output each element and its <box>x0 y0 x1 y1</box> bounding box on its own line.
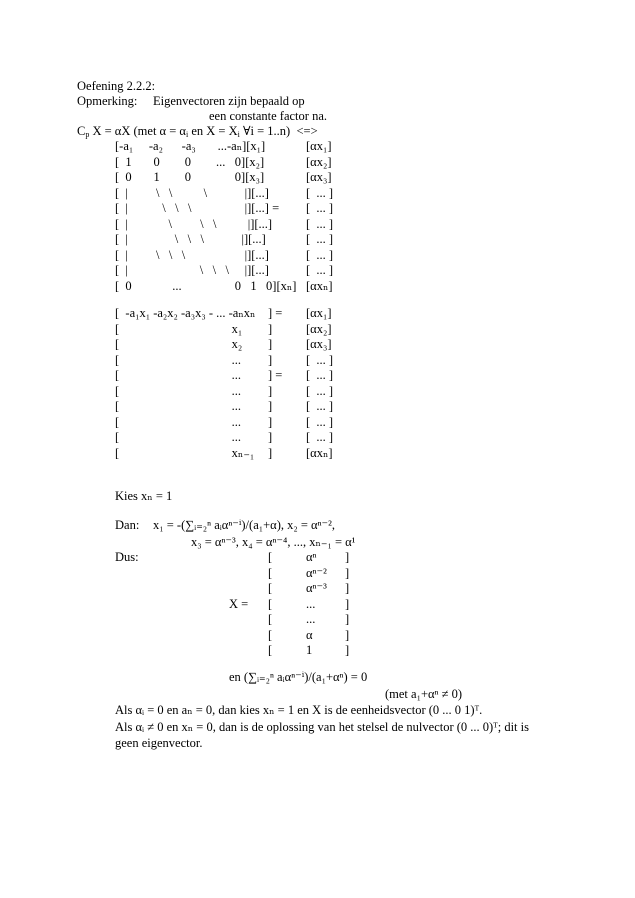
matrix2-bracket: ] <box>268 352 273 367</box>
x-vector-left-bracket: [ <box>268 612 273 626</box>
matrix2-bracket: ] <box>268 383 273 398</box>
matrix1-rhs-entry: [αx₁] <box>306 139 332 153</box>
matrix2-rhs-entry: [ ... ] <box>306 368 334 382</box>
x-vector-right-bracket: ] <box>345 643 350 657</box>
remark-label: Opmerking: <box>77 94 138 108</box>
matrix2-rhs-entry: [αx₂] <box>306 321 332 336</box>
matrix2-lhs-entry: [ ... <box>115 399 242 413</box>
matrix2-lhs-entry: [ xₙ₋₁ <box>115 445 255 460</box>
matrix1-row: [ 0 1 0 0][x₃] <box>115 170 265 184</box>
eigen-equation: $C_p$ X = αX (met $\alpha = \alpha_i$ en $X = X_i$ ∀i = 1..n) <=> <box>77 124 318 139</box>
matrix2-bracket: ] <box>268 414 273 429</box>
x-vector-entry: αⁿ <box>306 550 317 564</box>
x-vector-left-bracket: [ <box>268 596 273 611</box>
conclusion-2a: Als αᵢ ≠ 0 en xₙ = 0, dan is de oplossing van het stelsel de nulvector (0 ... 0)ᵀ; dit is <box>115 720 529 734</box>
condition-equation: en (∑ᵢ₌₂ⁿ aᵢαⁿ⁻ⁱ)/(a₁+αⁿ) = 0 <box>229 670 368 684</box>
matrix2-bracket: ] <box>268 337 273 351</box>
matrix2-lhs-entry: [ x₂ <box>115 337 243 351</box>
conclusion-1: Als αᵢ = 0 en aₙ = 0, dan kies xₙ = 1 en X is de eenheidsvector (0 ... 0 1)ᵀ. <box>115 703 483 717</box>
x-vector-right-bracket: ] <box>345 596 350 611</box>
matrix2-bracket: ] <box>268 445 273 460</box>
x-vector-left-bracket: [ <box>268 550 273 564</box>
x-vector-left-bracket: [ <box>268 643 273 657</box>
condition-note: (met a₁+αⁿ ≠ 0) <box>385 687 462 701</box>
matrix1-row: [ | \ \ \ |][...] <box>115 232 266 246</box>
matrix2-bracket: ] <box>268 399 273 413</box>
conclusion-2b: geen eigenvector. <box>115 736 203 750</box>
matrix1-row: [ | \ \ \ |][...] <box>115 216 273 231</box>
choose-xn: Kies xₙ = 1 <box>115 489 173 503</box>
matrix1-row: [ 0 ... 0 1 0][xₙ] <box>115 278 297 293</box>
x-vector-right-bracket: ] <box>345 627 350 642</box>
matrix1-rhs-entry: [αx₂] <box>306 154 332 169</box>
matrix2-lhs-entry: [ ... <box>115 430 242 444</box>
x-vector-left-bracket: [ <box>268 565 273 580</box>
x-vector-entry: α <box>306 627 313 642</box>
matrix2-lhs-entry: [ ... <box>115 414 242 429</box>
dus-label: Dus: <box>115 550 139 564</box>
matrix2-rhs-entry: [αx₃] <box>306 337 332 351</box>
matrix1-row: [ | \ \ \ |][...] = <box>115 201 280 215</box>
exercise-heading: Oefening 2.2.2: <box>77 79 156 93</box>
dan-line-1: x₁ = -(∑ᵢ₌₂ⁿ aᵢαⁿ⁻ⁱ)/(a₁+α), x₂ = αⁿ⁻², <box>153 518 335 532</box>
x-vector-right-bracket: ] <box>345 550 350 564</box>
matrix1-row: [ | \ \ \ |][...] <box>115 185 269 200</box>
matrix2-lhs-entry: [ ... <box>115 352 242 367</box>
matrix2-bracket: ] <box>268 430 273 444</box>
matrix2-rhs-entry: [αxₙ] <box>306 445 333 460</box>
x-vector-entry: ... <box>306 612 316 626</box>
x-vector-right-bracket: ] <box>345 565 350 580</box>
matrix2-rhs-entry: [ ... ] <box>306 352 334 367</box>
matrix2-lhs-entry: [ ... <box>115 383 242 398</box>
matrix2-rhs-entry: [ ... ] <box>306 414 334 429</box>
matrix2-rhs-entry: [ ... ] <box>306 399 334 413</box>
matrix2-bracket: ] = <box>268 368 283 382</box>
matrix2-bracket: ] = <box>268 306 283 320</box>
remark-line-2: een constante factor na. <box>209 109 327 123</box>
x-vector-right-bracket: ] <box>345 612 350 626</box>
x-vector-entry: αⁿ⁻³ <box>306 581 327 595</box>
x-vector-right-bracket: ] <box>345 581 350 595</box>
matrix1-rhs-entry: [ ... ] <box>306 247 334 262</box>
x-vector-entry: αⁿ⁻² <box>306 565 327 580</box>
matrix1-rhs-entry: [αxₙ] <box>306 278 333 293</box>
matrix2-lhs-entry: [ -a₁x₁ -a₂x₂ -a₃x₃ - ... -aₙxₙ <box>115 306 256 320</box>
matrix2-lhs-entry: [ ... <box>115 368 242 382</box>
matrix1-rhs-entry: [ ... ] <box>306 232 334 246</box>
matrix1-rhs-entry: [αx₃] <box>306 170 332 184</box>
matrix1-row: [ | \ \ \ |][...] <box>115 263 269 277</box>
remark-line-1: Eigenvectoren zijn bepaald op <box>153 94 305 108</box>
x-vector-left-bracket: [ <box>268 581 273 595</box>
matrix1-rhs-entry: [ ... ] <box>306 263 334 277</box>
matrix2-lhs-entry: [ x₁ <box>115 321 243 336</box>
x-vector-entry: ... <box>306 596 316 611</box>
matrix1-row: [-a₁ -a₂ -a₃ ...-aₙ][x₁] <box>115 139 266 153</box>
matrix1-rhs-entry: [ ... ] <box>306 185 334 200</box>
matrix2-rhs-entry: [ ... ] <box>306 430 334 444</box>
matrix1-row: [ 1 0 0 ... 0][x₂] <box>115 154 265 169</box>
matrix2-bracket: ] <box>268 321 273 336</box>
dan-label: Dan: <box>115 518 140 532</box>
matrix2-rhs-entry: [αx₁] <box>306 306 332 320</box>
matrix1-rhs-entry: [ ... ] <box>306 201 334 215</box>
x-vector-left-bracket: [ <box>268 627 273 642</box>
matrix1-rhs-entry: [ ... ] <box>306 216 334 231</box>
x-vector-entry: 1 <box>306 643 313 657</box>
matrix2-rhs-entry: [ ... ] <box>306 383 334 398</box>
dan-line-2: x₃ = αⁿ⁻³, x₄ = αⁿ⁻⁴, ..., xₙ₋₁ = α¹ <box>191 535 356 549</box>
x-vector-label: X = <box>229 597 249 611</box>
matrix1-row: [ | \ \ \ |][...] <box>115 247 269 262</box>
